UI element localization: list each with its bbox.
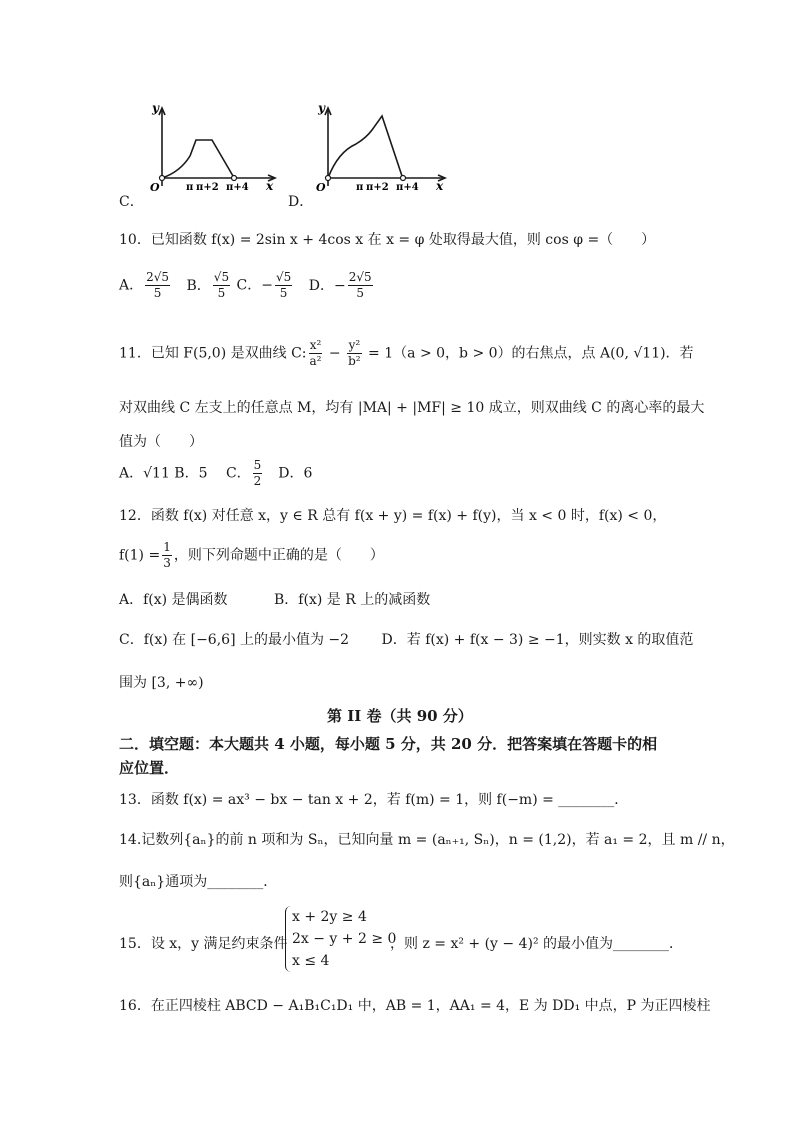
question-12-options-cd: C．f(x) 在 [−6,6] 上的最小值为 −2 D．若 f(x) + f(x − 3) ≥ −1，则实数 x 的取值范 xyxy=(119,632,694,648)
question-14: 14.记数列{aₙ}的前 n 项和为 Sₙ，已知向量 m = (aₙ₊₁, Sₙ)，n = (1,2)，若 a₁ = 2，且 m // n， xyxy=(119,832,735,848)
graph-option-c xyxy=(150,100,280,192)
tick-label: π+4 xyxy=(226,182,249,192)
question-11-options: A．√11 B．5 C． $\frac{5}{2}$ D．6 xyxy=(119,458,313,488)
tick-label: π xyxy=(356,182,364,192)
question-12-options-ab: A．f(x) 是偶函数 B．f(x) 是 R 上的减函数 xyxy=(119,592,431,608)
option-d-label: D． xyxy=(288,194,314,210)
constraint-2: 2x − y + 2 ≥ 0 xyxy=(292,931,397,947)
q10-option-a-fraction: $\frac{2√5}{5}$ xyxy=(146,270,170,300)
question-12-line2: f(1) = $\frac{1}{3}$ ，则下列命题中正确的是（ ） xyxy=(119,540,384,570)
question-12-option-d-cont: 围为 [3, +∞) xyxy=(119,675,204,691)
constraint-3: x ≤ 4 xyxy=(292,953,330,969)
question-11-line3: 值为（ ） xyxy=(119,434,203,450)
question-10-stem: 10．已知函数 f(x) = 2sin x + 4cos x 在 x = φ 处取得最大值，则 cos φ =（ ） xyxy=(119,232,656,248)
question-11-line2: 对双曲线 C 左支上的任意点 M，均有 |MA| + |MF| ≥ 10 成立，则双曲线 C 的离心率的最大 xyxy=(119,400,705,416)
q10-option-c-label: C．− xyxy=(236,277,273,294)
question-13: 13．函数 f(x) = ax³ − bx − tan x + 2，若 f(m) = 1，则 f(−m) = ________． xyxy=(119,792,629,808)
y-axis-label: y xyxy=(152,101,159,115)
option-c-label: C． xyxy=(119,194,144,210)
q10-option-a-label: A． xyxy=(119,277,144,294)
question-15-pre: 15．设 x，y 满足约束条件 xyxy=(119,936,288,952)
x-axis-label: x xyxy=(436,179,444,192)
question-15-post: ，则 z = x² + (y − 4)² 的最小值为________． xyxy=(390,936,684,952)
constraint-system xyxy=(285,906,396,972)
part-2-title: 第 II 卷（共 90 分） xyxy=(327,707,473,725)
origin-label: O xyxy=(150,181,160,192)
tick-label: π xyxy=(186,182,194,192)
question-10-options xyxy=(119,270,375,301)
q10-option-d-fraction: $\frac{2√5}{5}$ xyxy=(348,270,372,300)
q10-option-b-fraction: $\frac{√5}{5}$ xyxy=(213,270,230,300)
q10-option-c-fraction: $\frac{√5}{5}$ xyxy=(275,270,292,300)
constraint-1: x + 2y ≥ 4 xyxy=(292,909,367,925)
tick-label: π+2 xyxy=(366,182,389,192)
y-axis-label: y xyxy=(318,101,325,115)
question-14-line2: 则{aₙ}通项为________． xyxy=(119,874,278,890)
question-16: 16．在正四棱柱 ABCD − A₁B₁C₁D₁ 中，AB = 1，AA₁ = 4，E 为 DD₁ 中点，P 为正四棱柱 xyxy=(119,998,711,1014)
question-11-stem: 11．已知 F(5,0) 是双曲线 C: $\frac{\text{x²}}{\text{a²}}$ − $\frac{\text{y²}}{\text{b²}}$ = 1（a > 0，b > 0）的右焦点，点 A(0, √11)．若 xyxy=(119,338,694,368)
q10-option-d-label: D．− xyxy=(308,277,346,294)
graph-option-d xyxy=(316,100,451,192)
tick-label: π+2 xyxy=(196,182,219,192)
question-12-stem: 12．函数 f(x) 对任意 x，y ∈ R 总有 f(x + y) = f(x) + f(y)，当 x < 0 时，f(x) < 0， xyxy=(119,508,667,524)
section-heading-cont: 应位置． xyxy=(119,759,180,777)
x-axis-label: x xyxy=(266,179,274,192)
q10-option-b-label: B． xyxy=(186,277,211,294)
section-heading: 二．填空题：本大题共 4 小题，每小题 5 分，共 20 分．把答案填在答题卡的相 xyxy=(119,735,658,753)
origin-label: O xyxy=(316,181,326,192)
tick-label: π+4 xyxy=(396,182,419,192)
